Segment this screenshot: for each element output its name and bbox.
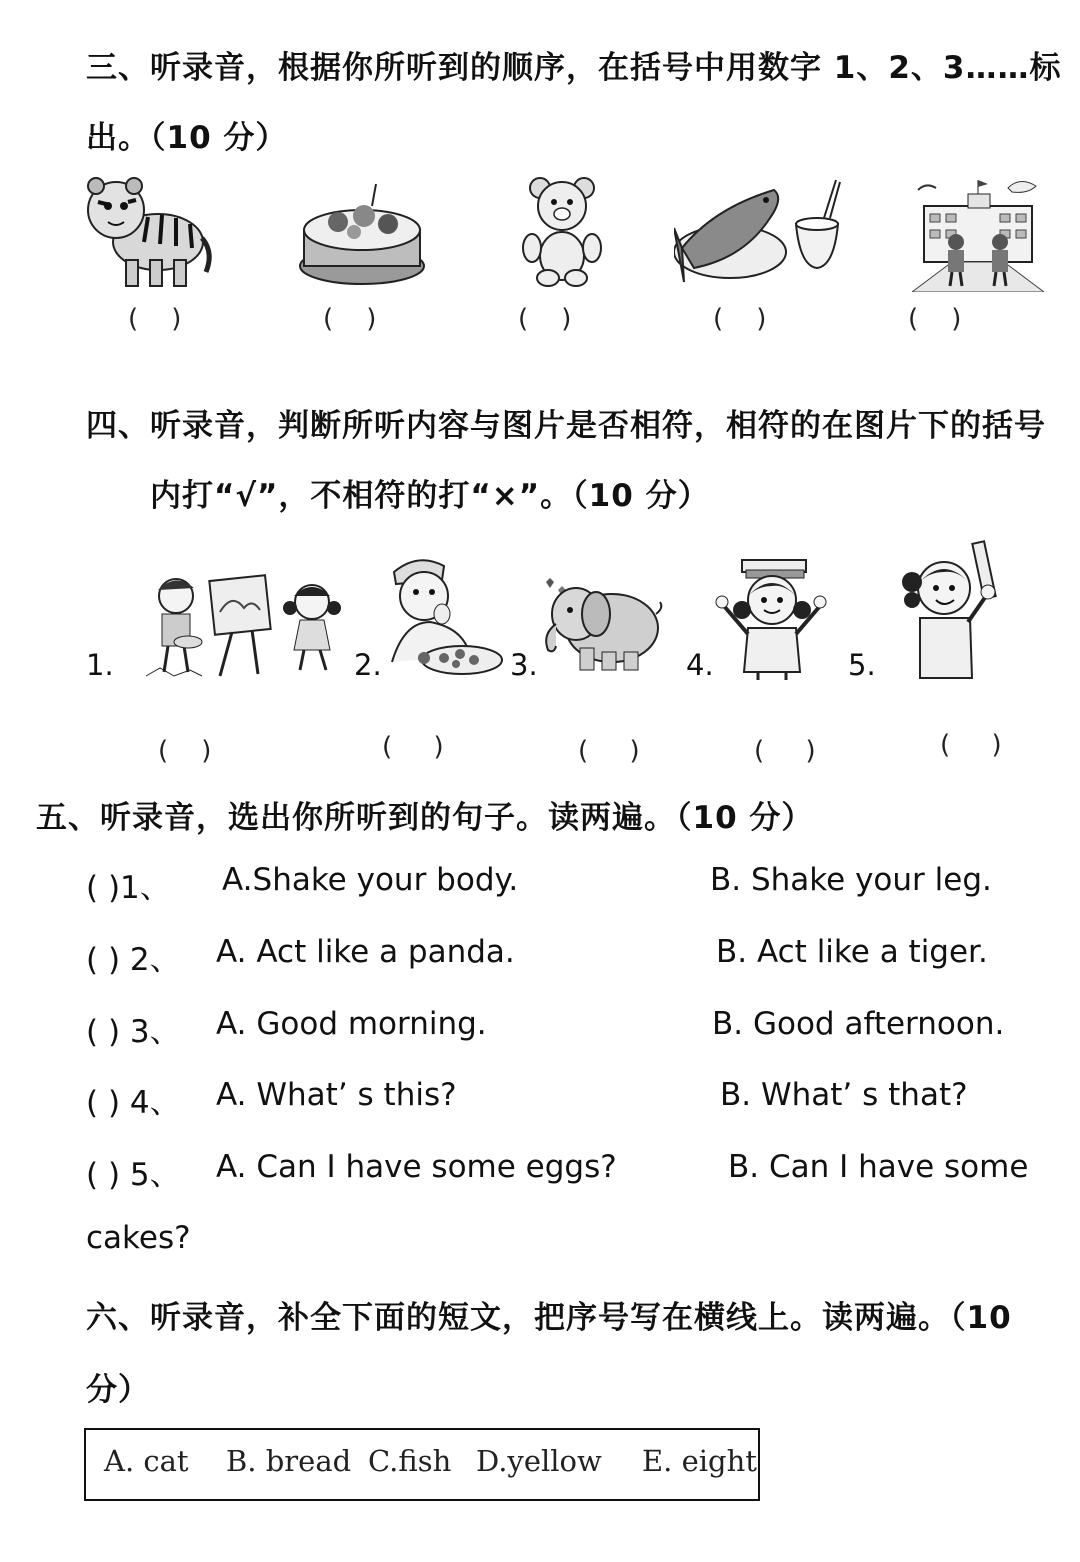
- section4-answer-paren-2[interactable]: ( ): [382, 732, 444, 762]
- item-number-4: 4.: [686, 648, 714, 682]
- question-5-prefix[interactable]: ( ) 5、: [86, 1157, 181, 1193]
- section3-heading-line2: 出。（10 分）: [86, 120, 288, 156]
- section3-heading-line1: 三、听录音，根据你所听到的顺序，在括号中用数字 1、2、3……标: [86, 50, 1062, 86]
- word-option-a: A. cat: [104, 1444, 189, 1478]
- section3-answer-paren-4[interactable]: ( ): [713, 304, 767, 334]
- question-4-prefix[interactable]: ( ) 4、: [86, 1085, 181, 1121]
- word-option-c: C.fish: [368, 1444, 452, 1478]
- section4-heading-line1: 四、听录音，判断所听内容与图片是否相符，相符的在图片下的括号: [86, 408, 1046, 444]
- word-option-e: E. eight: [642, 1444, 757, 1478]
- question-5-option-a: A. Can I have some eggs?: [216, 1149, 617, 1185]
- section4-heading-line2: 内打“√”，不相符的打“×”。（10 分）: [150, 478, 710, 514]
- section4-answer-paren-3[interactable]: ( ): [578, 736, 640, 766]
- item-number-1: 1.: [86, 648, 114, 682]
- school-icon: [912, 176, 1044, 292]
- girl-with-ruler-icon: [898, 538, 1006, 680]
- question-4-option-a: A. What’ s this?: [216, 1077, 457, 1113]
- painting-kids-icon: [140, 572, 350, 682]
- section4-answer-paren-4[interactable]: ( ): [754, 736, 816, 766]
- section5-heading: 五、听录音，选出你所听到的句子。读两遍。（10 分）: [36, 800, 814, 836]
- section3-answer-paren-1[interactable]: ( ): [128, 304, 182, 334]
- item-number-3: 3.: [510, 648, 538, 682]
- question-3-prefix[interactable]: ( ) 3、: [86, 1014, 181, 1050]
- section6-heading-line1: 六、听录音，补全下面的短文，把序号写在横线上。读两遍。（10: [86, 1300, 1012, 1336]
- tiger-icon: [78, 172, 216, 292]
- question-5-continuation: cakes?: [86, 1220, 191, 1256]
- question-4-option-b: B. What’ s that?: [720, 1077, 968, 1113]
- question-1-option-a: A.Shake your body.: [222, 862, 519, 898]
- section6-heading-line2: 分）: [86, 1372, 150, 1408]
- elephant-icon: [536, 574, 664, 674]
- section4-answer-paren-1[interactable]: ( ): [158, 736, 212, 766]
- word-option-d: D.yellow: [476, 1444, 602, 1478]
- question-2-prefix[interactable]: ( ) 2、: [86, 942, 181, 978]
- question-1-option-b: B. Shake your leg.: [710, 862, 992, 898]
- grandpa-eating-icon: [384, 552, 504, 684]
- section3-answer-paren-5[interactable]: ( ): [908, 304, 962, 334]
- question-3-option-a: A. Good morning.: [216, 1006, 487, 1042]
- word-bank-box: [84, 1428, 760, 1501]
- question-2-option-b: B. Act like a tiger.: [716, 934, 988, 970]
- girl-with-book-icon: [714, 556, 828, 680]
- word-option-b: B. bread: [226, 1444, 352, 1478]
- teddy-bear-icon: [520, 176, 604, 288]
- item-number-5: 5.: [848, 648, 876, 682]
- question-1-prefix[interactable]: ( )1、: [86, 870, 171, 906]
- section3-answer-paren-3[interactable]: ( ): [518, 304, 572, 334]
- item-number-2: 2.: [354, 648, 382, 682]
- question-2-option-a: A. Act like a panda.: [216, 934, 515, 970]
- fish-and-rice-icon: [674, 178, 844, 292]
- section4-answer-paren-5[interactable]: ( ): [940, 730, 1002, 760]
- question-5-option-b: B. Can I have some: [728, 1149, 1029, 1185]
- cake-icon: [298, 180, 426, 288]
- question-3-option-b: B. Good afternoon.: [712, 1006, 1005, 1042]
- section3-answer-paren-2[interactable]: ( ): [323, 304, 377, 334]
